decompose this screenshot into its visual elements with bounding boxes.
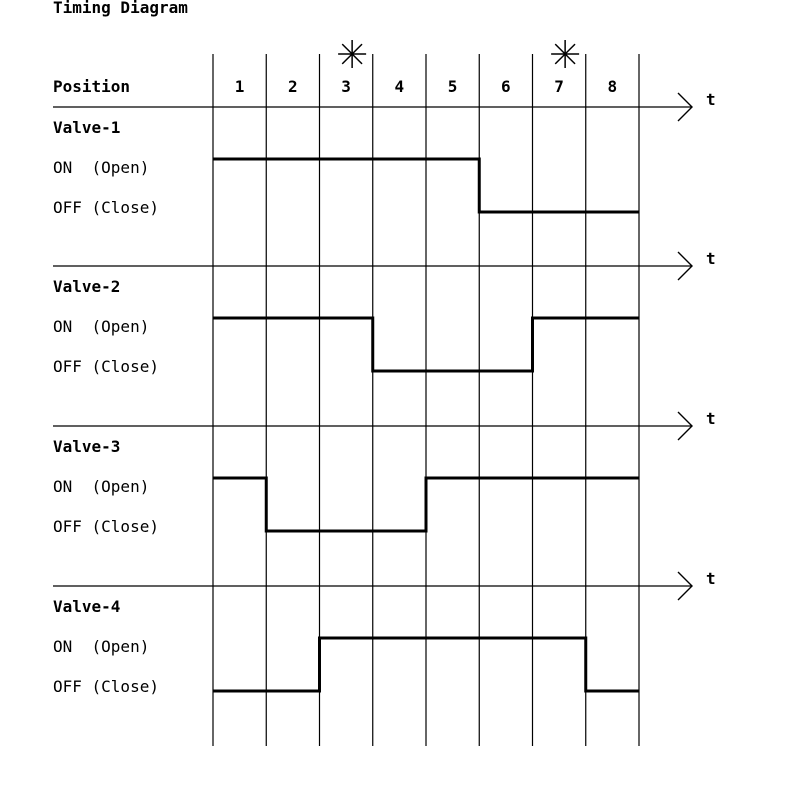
- on-state-label: ON (Open): [53, 317, 150, 336]
- valve-signal: [213, 478, 639, 531]
- position-number: 3: [341, 77, 351, 96]
- valve-name: Valve-4: [53, 597, 121, 616]
- position-number: 5: [447, 77, 458, 96]
- valve-track: [53, 569, 716, 696]
- time-axis-label: t: [706, 90, 716, 109]
- asterisk-marker-icon: [338, 40, 366, 68]
- diagram-title: Timing Diagram: [53, 0, 188, 17]
- off-state-label: OFF (Close): [53, 517, 159, 536]
- valve-track: [53, 409, 716, 536]
- on-state-label: ON (Open): [53, 477, 150, 496]
- position-label: Position: [53, 77, 131, 96]
- position-number: 7: [554, 77, 564, 96]
- on-state-label: ON (Open): [53, 637, 150, 656]
- position-number: 4: [394, 77, 405, 96]
- valve-name: Valve-3: [53, 437, 121, 456]
- position-number: 2: [288, 77, 298, 96]
- position-number: 6: [501, 77, 511, 96]
- valve-name: Valve-1: [53, 118, 121, 137]
- valve-name: Valve-2: [53, 277, 121, 296]
- on-state-label: ON (Open): [53, 158, 150, 177]
- valve-tracks: [53, 90, 716, 696]
- asterisk-marker-icon: [551, 40, 579, 68]
- off-state-label: OFF (Close): [53, 198, 159, 217]
- time-axis-label: t: [706, 409, 716, 428]
- time-axis-label: t: [706, 249, 716, 268]
- position-number: 8: [607, 77, 618, 96]
- position-number: 1: [234, 77, 245, 96]
- valve-track: [53, 90, 716, 217]
- time-axis-label: t: [706, 569, 716, 588]
- off-state-label: OFF (Close): [53, 357, 159, 376]
- valve-track: [53, 249, 716, 376]
- off-state-label: OFF (Close): [53, 677, 159, 696]
